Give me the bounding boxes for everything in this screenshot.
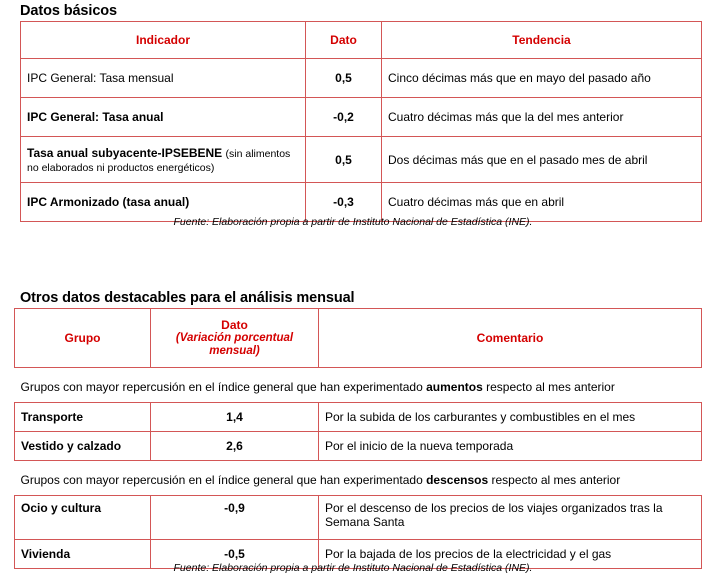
value-cell: 0,5 — [306, 59, 382, 98]
band-increase-row — [15, 368, 702, 403]
comment-cell: Por la bajada de los precios de la electricidad y el gas — [319, 540, 702, 569]
basic-data-table — [20, 21, 702, 222]
group-cell: Vivienda — [15, 540, 151, 569]
trend-cell: Cuatro décimas más que en abril — [382, 183, 702, 222]
table-row — [15, 496, 702, 540]
table-row — [21, 98, 702, 137]
table-header-row — [15, 309, 702, 368]
table-row — [15, 403, 702, 432]
value-cell: -0,2 — [306, 98, 382, 137]
band-text: respecto al mes anterior — [482, 380, 615, 394]
band-keyword: descensos — [426, 473, 489, 487]
header-indicator: Indicador — [21, 22, 306, 59]
value-cell: -0,9 — [151, 496, 319, 540]
group-cell: Vestido y calzado — [15, 432, 151, 461]
table-row — [21, 59, 702, 98]
band-increase-text — [15, 368, 702, 403]
header-group: Grupo — [15, 309, 151, 368]
band-text: Grupos con mayor repercusión en el índice general que han experimentado — [20, 473, 427, 487]
monthly-analysis-table — [14, 308, 702, 569]
table-row — [21, 137, 702, 183]
band-text: respecto al mes anterior — [488, 473, 621, 487]
comment-cell: Por el descenso de los precios de los viajes organizados tras la Semana Santa — [319, 496, 702, 540]
header-value-sublabel: (Variación porcentual mensual) — [175, 332, 294, 357]
comment-cell: Por la subida de los carburantes y combustibles en el mes — [319, 403, 702, 432]
band-decrease-text — [15, 461, 702, 496]
band-keyword: aumentos — [426, 380, 483, 394]
header-comment: Comentario — [319, 309, 702, 368]
value-cell: 1,4 — [151, 403, 319, 432]
source-note: Fuente: Elaboración propia a partir de Instituto Nacional de Estadística (INE). — [173, 216, 533, 228]
source-note: Fuente: Elaboración propia a partir de Instituto Nacional de Estadística (INE). — [173, 562, 533, 574]
header-value: Dato — [306, 22, 382, 59]
header-trend: Tendencia — [382, 22, 702, 59]
trend-cell: Dos décimas más que en el pasado mes de abril — [382, 137, 702, 183]
section-title-basic-data: Datos básicos — [20, 3, 118, 19]
table-header-row — [21, 22, 702, 59]
header-value — [151, 309, 319, 368]
indicator-cell — [21, 137, 306, 183]
comment-cell: Por el inicio de la nueva temporada — [319, 432, 702, 461]
indicator-label: Tasa anual subyacente-IPSEBENE — [27, 145, 223, 160]
group-cell: Ocio y cultura — [15, 496, 151, 540]
value-cell: -0,5 — [151, 540, 319, 569]
value-cell: 0,5 — [306, 137, 382, 183]
trend-cell: Cinco décimas más que en mayo del pasado año — [382, 59, 702, 98]
table-row — [15, 432, 702, 461]
group-cell: Transporte — [15, 403, 151, 432]
header-value-label: Dato — [221, 318, 248, 332]
indicator-cell: IPC General: Tasa anual — [21, 98, 306, 137]
trend-cell: Cuatro décimas más que la del mes anterior — [382, 98, 702, 137]
band-text: Grupos con mayor repercusión en el índice general que han experimentado — [20, 380, 427, 394]
section-title-monthly-analysis: Otros datos destacables para el análisis mensual — [20, 290, 355, 306]
value-cell: -0,3 — [306, 183, 382, 222]
indicator-cell: IPC General: Tasa mensual — [21, 59, 306, 98]
indicator-cell: IPC Armonizado (tasa anual) — [21, 183, 306, 222]
band-decrease-row — [15, 461, 702, 496]
value-cell: 2,6 — [151, 432, 319, 461]
indicator-note: (sin alimentos no elaborados ni productos energéticos) — [27, 147, 291, 174]
